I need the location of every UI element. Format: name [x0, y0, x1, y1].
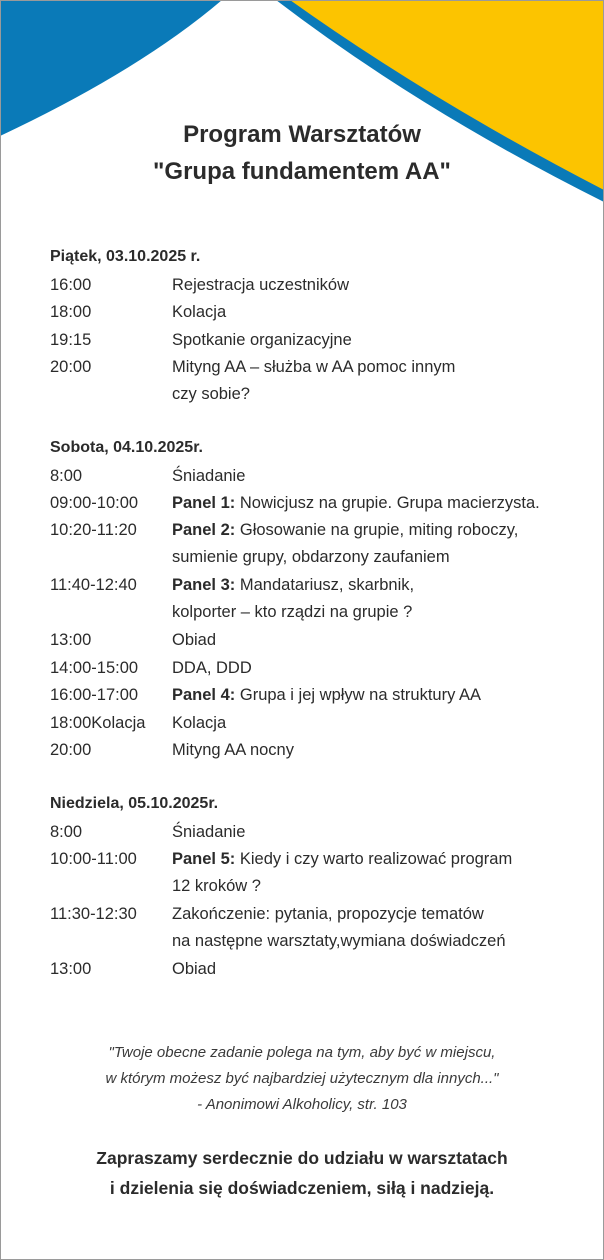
desc-cell: Rejestracja uczestników — [172, 276, 349, 294]
desc-cell: Obiad — [172, 631, 217, 649]
desc-text: Kiedy i czy warto realizować program — [235, 850, 513, 868]
panel-label: Panel 1: — [172, 494, 236, 512]
time-cell: 14:00-15:00 — [50, 659, 139, 677]
time-cell: 20:00 — [50, 358, 92, 376]
quote-attribution: - Anonimowi Alkoholicy, str. 103 — [197, 1096, 407, 1113]
time-cell: 20:00 — [50, 741, 92, 759]
desc-line-2: kolporter – kto rządzi na grupie ? — [172, 603, 413, 621]
day-heading-saturday: Sobota, 04.10.2025r. — [50, 439, 203, 456]
desc-line-2: 12 kroków ? — [172, 877, 261, 895]
desc-cell — [172, 901, 592, 955]
desc-text: Głosowanie na grupie, miting roboczy, — [235, 521, 519, 539]
desc-cell — [172, 354, 592, 408]
desc-cell — [172, 490, 592, 517]
desc-cell — [172, 572, 592, 626]
invite-line-2: i dzielenia się doświadczeniem, siłą i nadzieją. — [109, 1178, 495, 1198]
desc-line-2: sumienie grupy, obdarzony zaufaniem — [172, 548, 450, 566]
desc-cell: Mityng AA nocny — [172, 741, 294, 759]
invite-line-1: Zapraszamy serdecznie do udziału w warsztatach — [96, 1148, 508, 1168]
desc-line-2: na następne warsztaty,wymiana doświadczeń — [172, 932, 506, 950]
desc-cell: Śniadanie — [172, 823, 246, 841]
time-cell: 16:00-17:00 — [50, 686, 139, 704]
time-cell: 8:00 — [50, 467, 83, 485]
time-cell: 13:00 — [50, 960, 92, 978]
desc-text: Nowicjusz na grupie. Grupa macierzysta. — [235, 494, 540, 512]
page-title — [0, 116, 604, 190]
desc-cell: Kolacja — [172, 714, 227, 732]
desc-text: Zakończenie: pytania, propozycje tematów — [172, 905, 484, 923]
desc-cell — [172, 517, 592, 571]
desc-cell: Śniadanie — [172, 467, 246, 485]
time-cell: 11:30-12:30 — [50, 905, 137, 923]
invitation-text — [0, 1143, 604, 1203]
time-cell: 10:20-11:20 — [50, 521, 137, 539]
desc-cell: Kolacja — [172, 303, 227, 321]
title-line-1: Program Warsztatów — [183, 121, 421, 148]
day-heading-sunday: Niedziela, 05.10.2025r. — [50, 795, 219, 812]
time-cell: 8:00 — [50, 823, 83, 841]
panel-label: Panel 4: — [172, 686, 236, 704]
panel-label: Panel 5: — [172, 850, 236, 868]
panel-label: Panel 2: — [172, 521, 236, 539]
desc-cell: DDA, DDD — [172, 659, 252, 677]
time-cell: 10:00-11:00 — [50, 850, 137, 868]
time-cell: 16:00 — [50, 276, 92, 294]
desc-text: Mandatariusz, skarbnik, — [235, 576, 415, 594]
time-cell: 13:00 — [50, 631, 92, 649]
time-cell: 18:00 — [50, 303, 92, 321]
day-heading-friday: Piątek, 03.10.2025 r. — [50, 248, 201, 265]
desc-text: Grupa i jej wpływ na struktury AA — [235, 686, 482, 704]
desc-line-2: czy sobie? — [172, 385, 250, 403]
desc-cell: Obiad — [172, 960, 217, 978]
desc-cell — [172, 682, 592, 709]
time-cell: 19:15 — [50, 331, 92, 349]
time-cell: 09:00-10:00 — [50, 494, 139, 512]
time-cell: 11:40-12:40 — [50, 576, 137, 594]
quote-line-2: w którym możesz być najbardziej użytecznym dla innych..." — [105, 1070, 499, 1087]
time-cell: 18:00Kolacja — [50, 714, 146, 732]
desc-cell: Spotkanie organizacyjne — [172, 331, 352, 349]
desc-line-1: Mityng AA – służba w AA pomoc innym — [172, 358, 456, 376]
desc-cell — [172, 846, 592, 900]
panel-label: Panel 3: — [172, 576, 236, 594]
quote-block — [0, 1040, 604, 1118]
quote-line-1: "Twoje obecne zadanie polega na tym, aby być w miejscu, — [108, 1044, 496, 1061]
title-line-2: "Grupa fundamentem AA" — [153, 158, 451, 185]
